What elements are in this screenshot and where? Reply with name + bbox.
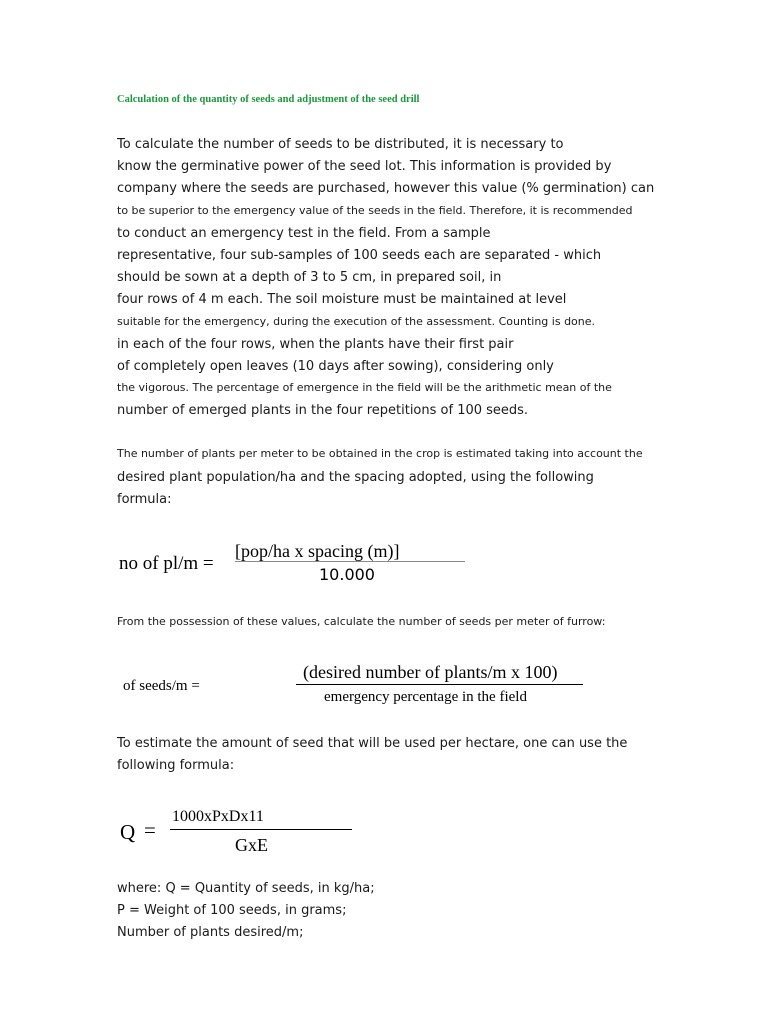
paragraph1-line-6: representative, four sub-samples of 100 seeds each are separated - which [117,248,602,263]
paragraph2-line-3: formula: [117,492,172,507]
formula2-fraction-bar [296,684,583,685]
formula1-lhs: no of pl/m = [119,553,214,574]
formula3-equals: = [144,818,156,842]
paragraph1-line-11: of completely open leaves (10 days after sowing), considering only [117,359,554,374]
formula2-numerator: (desired number of plants/m x 100) [303,662,558,682]
formula1-numerator: [pop/ha x spacing (m)] [235,541,400,561]
paragraph2-line-1: The number of plants per meter to be obtained in the crop is estimated taking into account the [117,447,643,460]
formula1-fraction-bar [235,561,465,562]
paragraph1-line-2: know the germinative power of the seed lot. This information is provided by [117,159,612,174]
paragraph1-line-9: suitable for the emergency, during the execution of the assessment. Counting is done. [117,315,596,328]
formula3-fraction-bar [170,829,352,830]
paragraph1-line-7: should be sown at a depth of 3 to 5 cm, in prepared soil, in [117,270,502,285]
formula3-numerator: 1000xPxDx11 [172,808,264,825]
paragraph1-line-10: in each of the four rows, when the plants have their first pair [117,337,514,352]
paragraph1-line-13: number of emerged plants in the four repetitions of 100 seeds. [117,403,529,418]
formula2-denominator: emergency percentage in the field [324,689,527,705]
definition-line-1: where: Q = Quantity of seeds, in kg/ha; [117,881,375,896]
definition-line-2: P = Weight of 100 seeds, in grams; [117,903,347,918]
paragraph2-line-2: desired plant population/ha and the spacing adopted, using the following [117,470,594,485]
paragraph4-line-1: To estimate the amount of seed that will be used per hectare, one can use the [117,736,628,751]
document-title: Calculation of the quantity of seeds and adjustment of the seed drill [117,94,420,105]
paragraph4-line-2: following formula: [117,758,235,773]
paragraph1-line-12: the vigorous. The percentage of emergence in the field will be the arithmetic mean of the [117,381,612,394]
paragraph1-line-4: to be superior to the emergency value of the seeds in the field. Therefore, it is recommended [117,204,633,217]
formula3-denominator: GxE [235,835,268,855]
formula1-denominator: 10.000 [319,565,375,584]
formula2-lhs: of seeds/m = [123,678,200,694]
paragraph1-line-3: company where the seeds are purchased, however this value (% germination) can [117,181,655,196]
formula3-lhs: Q [120,820,136,844]
paragraph3: From the possession of these values, calculate the number of seeds per meter of furrow: [117,615,606,628]
definition-line-3: Number of plants desired/m; [117,925,304,940]
paragraph1-line-8: four rows of 4 m each. The soil moisture must be maintained at level [117,292,567,307]
paragraph1-line-5: to conduct an emergency test in the field. From a sample [117,226,491,241]
paragraph1-line-1: To calculate the number of seeds to be distributed, it is necessary to [117,137,564,152]
